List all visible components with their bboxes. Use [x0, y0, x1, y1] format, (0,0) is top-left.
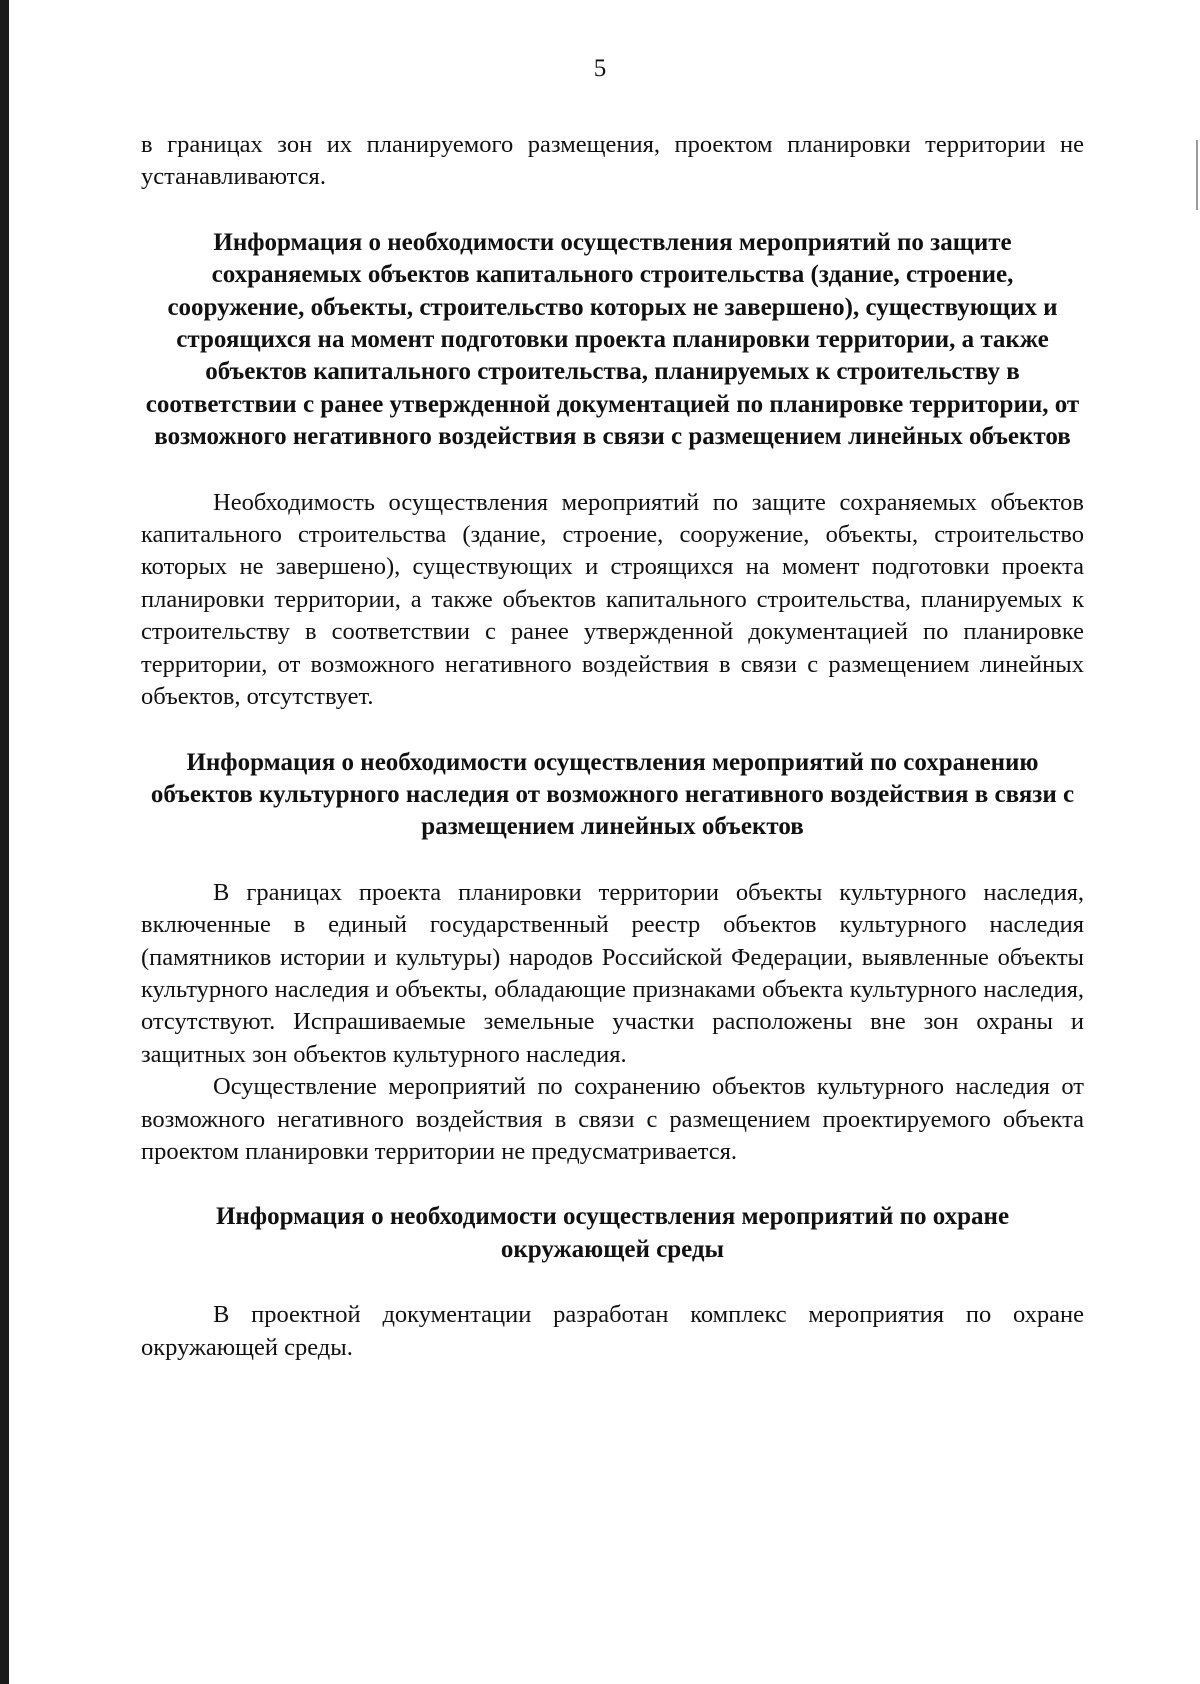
heading-cultural-heritage: Информация о необходимости осуществления мероприятий по сохранению объектов культурного наследия от возможного негативного воздействия в связи с размещением линейных объектов	[150, 748, 1075, 841]
paragraph-cultural-heritage-measures: Осуществление мероприятий по сохранению объектов культурного наследия от возможного негативного воздействия в связи с размещением проектируемого объекта проектом планировки территории не предусматривается.	[141, 1073, 1084, 1165]
paragraph-continuation: в границах зон их планируемого размещения, проектом планировки территории не устанавливаются.	[141, 131, 1084, 191]
heading-environmental-protection: Информация о необходимости осуществления мероприятий по охране окружающей среды	[215, 1203, 1010, 1263]
document-body	[141, 129, 1084, 1364]
paragraph-environmental-measures: В проектной документации разработан комплекс мероприятия по охране окружающей среды.	[141, 1301, 1084, 1361]
scan-edge-mark	[1196, 140, 1198, 210]
scan-edge-shadow	[0, 0, 9, 1684]
paragraph-protection-measures: Необходимость осуществления мероприятий по защите сохраняемых объектов капитального строительства (здание, строение, сооружение, объекты, строительство которых не завершено), существующих и строящихся на момент подготовки проекта планировки территории, а также объектов капитального строительства, планируемых к строительству в соответствии с ранее утвержденной документацией по планировке территории, от возможного негативного воздействия в связи с размещением линейных объектов, отсутствует.	[141, 488, 1084, 711]
paragraph-cultural-heritage-absence: В границах проекта планировки территории объекты культурного наследия, включенные в единый государственный реестр объектов культурного наследия (памятников истории и культуры) народов Российской Федерации, выявленные объекты культурного наследия и объекты, обладающие признаками объекта культурного наследия, отсутствуют. Испрашиваемые земельные участки расположены вне зон охраны и защитных зон объектов культурного наследия.	[141, 878, 1084, 1068]
page-number: 5	[593, 55, 607, 82]
heading-protection-of-capital-construction: Информация о необходимости осуществления мероприятий по защите сохраняемых объектов капитального строительства (здание, строение, сооружение, объекты, строительство которых не завершено), существующих и строящихся на момент подготовки проекта планировки территории, а также объектов капитального строительства, планируемых к строительству в соответствии с ранее утвержденной документацией по планировке территории, от возможного негативного воздействия в связи с размещением линейных объектов	[145, 228, 1080, 451]
